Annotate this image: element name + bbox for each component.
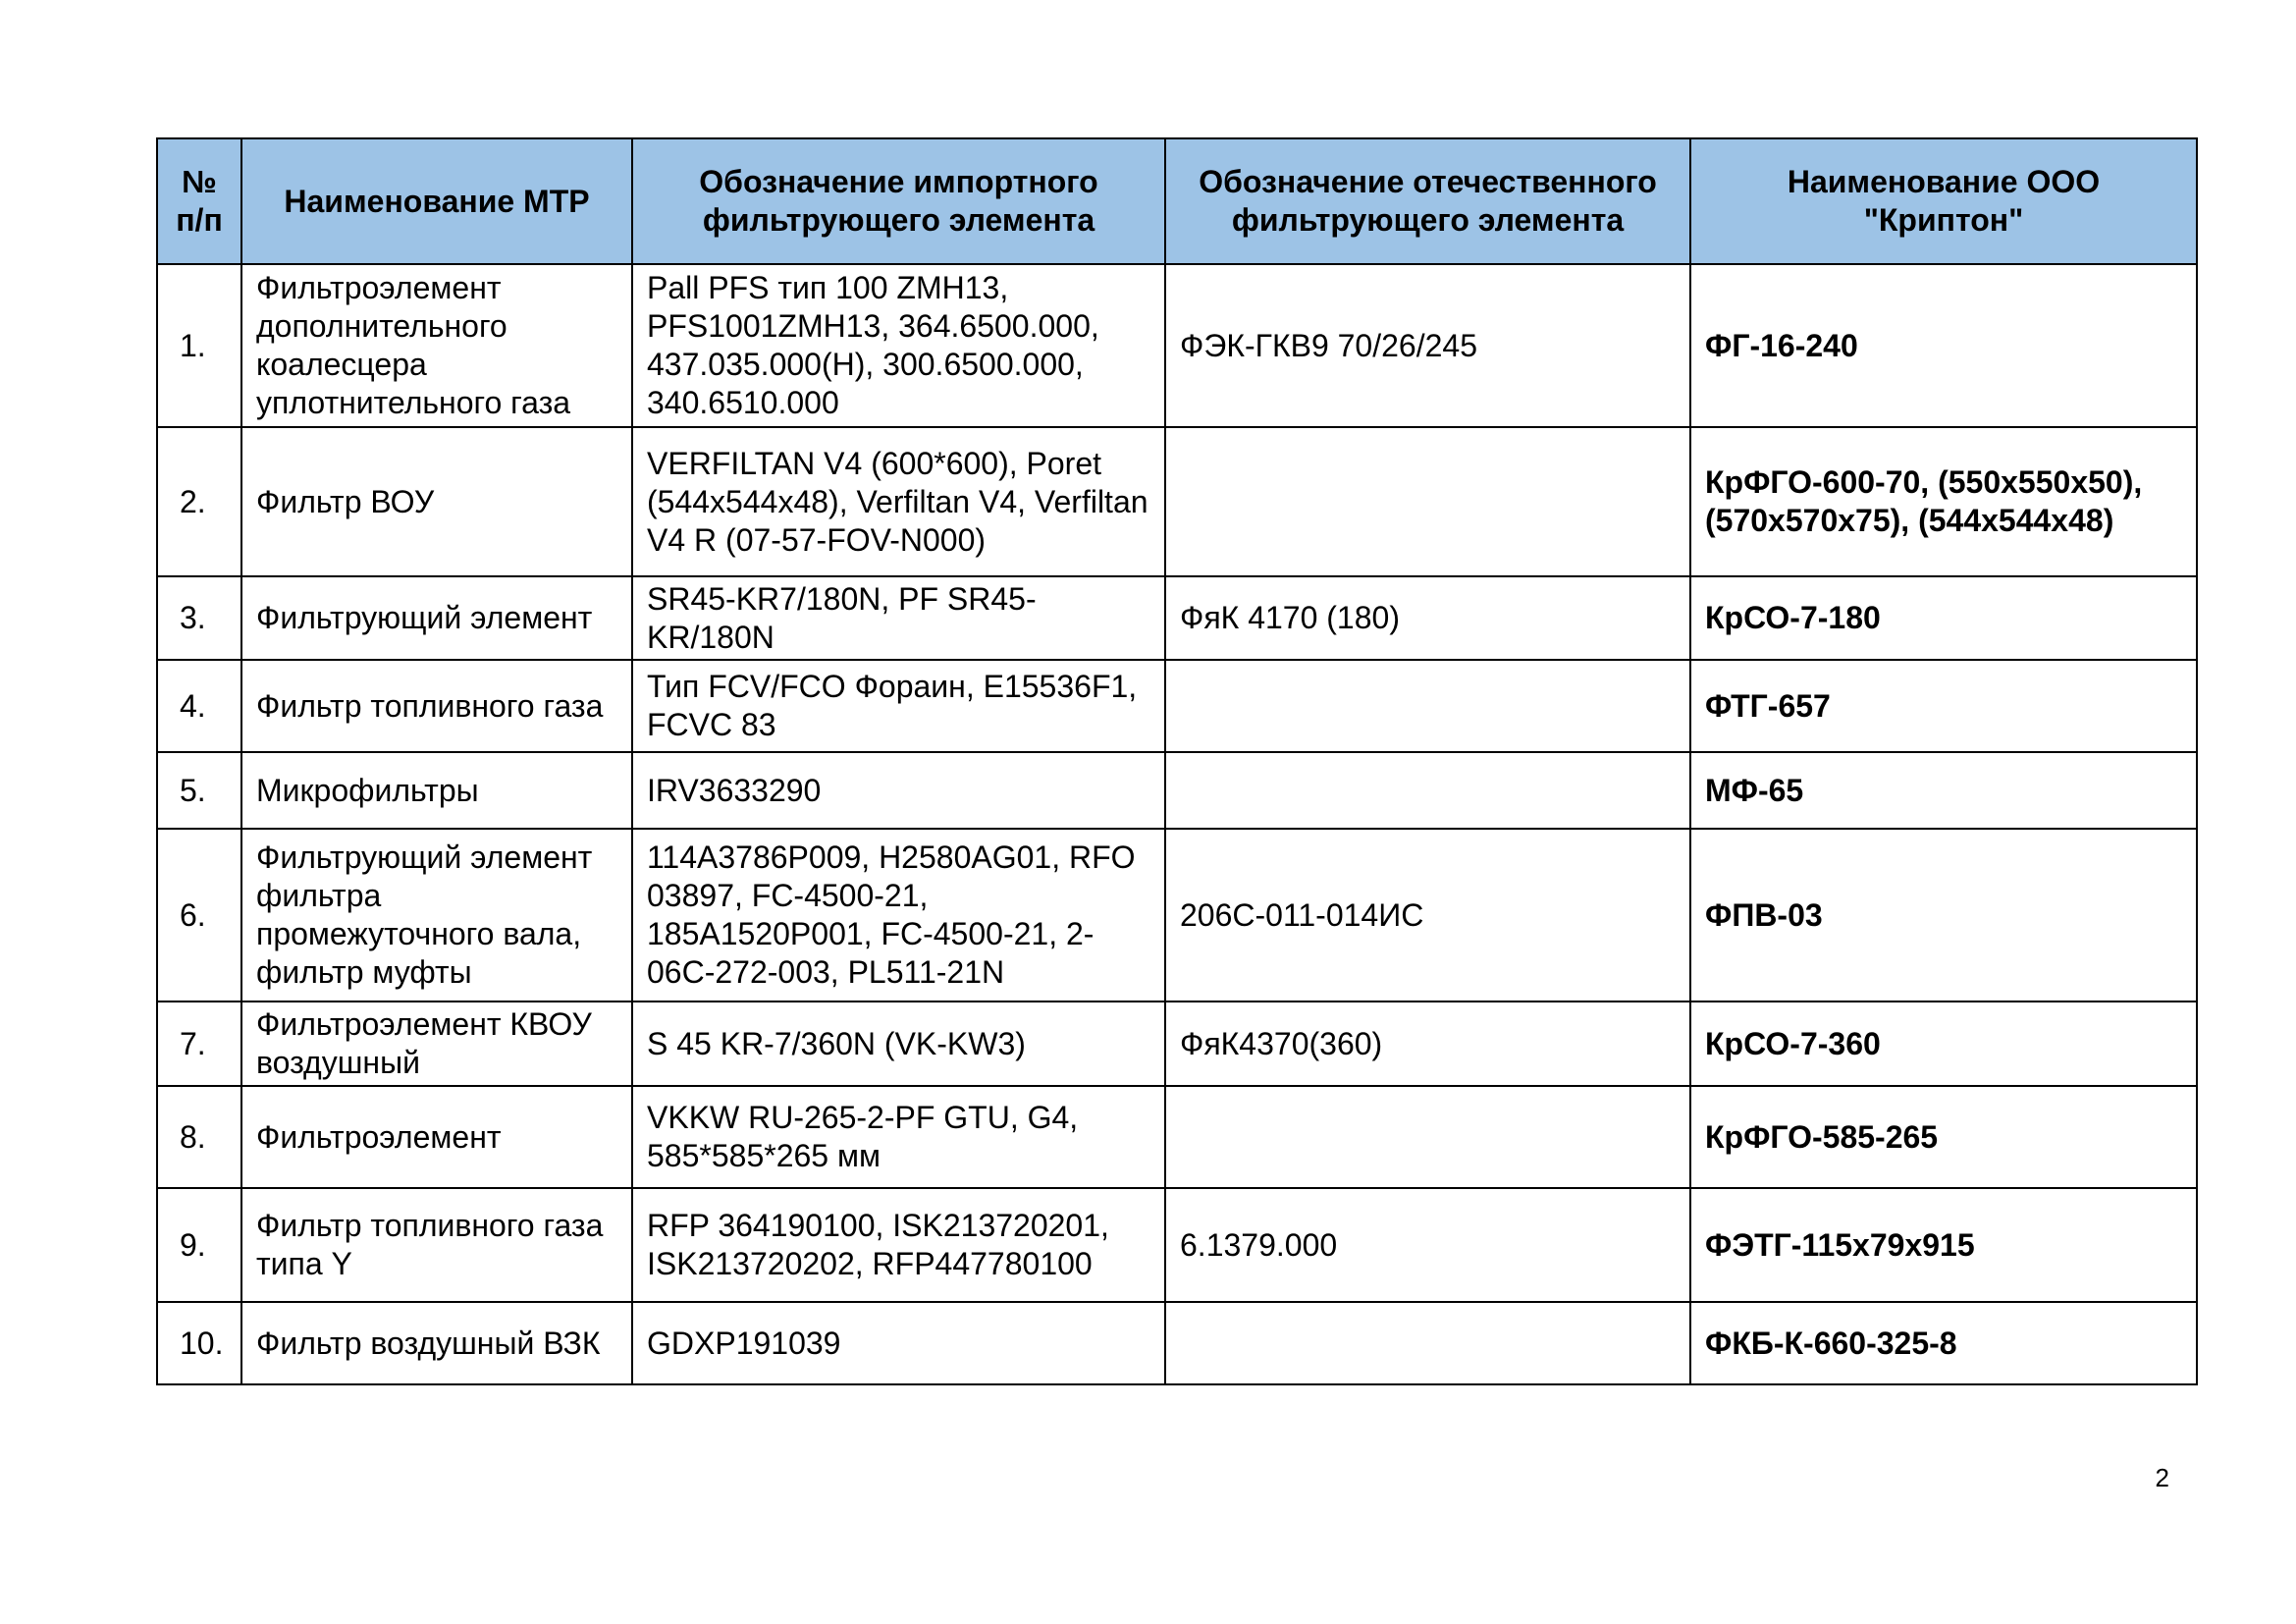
row-number: 8. bbox=[157, 1086, 241, 1188]
table-row bbox=[157, 1001, 2197, 1086]
header-imported-designation: Обозначение импортного фильтрующего элемента bbox=[632, 138, 1165, 264]
krypton-name-cell: КрФГО-585-265 bbox=[1690, 1086, 2197, 1188]
imported-designation-cell: S 45 KR-7/360N (VK-KW3) bbox=[632, 1001, 1165, 1086]
row-number: 4. bbox=[157, 660, 241, 752]
domestic-designation-cell bbox=[1165, 1302, 1690, 1384]
krypton-name-cell: МФ-65 bbox=[1690, 752, 2197, 829]
krypton-name-cell: ФПВ-03 bbox=[1690, 829, 2197, 1001]
table-row bbox=[157, 829, 2197, 1001]
mtr-name-cell: Фильтроэлемент bbox=[241, 1086, 632, 1188]
table-row bbox=[157, 576, 2197, 660]
table-body bbox=[157, 264, 2197, 1384]
domestic-designation-cell: ФЭК-ГКВ9 70/26/245 bbox=[1165, 264, 1690, 427]
mtr-name-cell: Фильтр ВОУ bbox=[241, 427, 632, 576]
imported-designation-cell: Pall PFS тип 100 ZMH13, PFS1001ZMH13, 364.6500.000, 437.035.000(H), 300.6500.000, 340.6510.000 bbox=[632, 264, 1165, 427]
krypton-name-cell: КрФГО-600-70, (550х550х50), (570х570х75), (544x544x48) bbox=[1690, 427, 2197, 576]
table-row bbox=[157, 660, 2197, 752]
row-number: 6. bbox=[157, 829, 241, 1001]
domestic-designation-cell bbox=[1165, 427, 1690, 576]
table-row bbox=[157, 1188, 2197, 1302]
row-number: 3. bbox=[157, 576, 241, 660]
row-number: 9. bbox=[157, 1188, 241, 1302]
row-number: 1. bbox=[157, 264, 241, 427]
imported-designation-cell: 114A3786P009, H2580AG01, RFO 03897, FC-4500-21, 185A1520P001, FC-4500-21, 2-06C-272-003, PL511-21N bbox=[632, 829, 1165, 1001]
imported-designation-cell: Тип FCV/FCO Фораин, E15536F1, FCVC 83 bbox=[632, 660, 1165, 752]
imported-designation-cell: VKKW RU-265-2-PF GTU, G4, 585*585*265 мм bbox=[632, 1086, 1165, 1188]
page-number: 2 bbox=[2155, 1463, 2169, 1492]
imported-designation-cell: IRV3633290 bbox=[632, 752, 1165, 829]
imported-designation-cell: VERFILTAN V4 (600*600), Poret (544x544x48), Verfiltan V4, Verfiltan V4 R (07-57-FOV-N000) bbox=[632, 427, 1165, 576]
header-domestic-designation: Обозначение отечественного фильтрующего элемента bbox=[1165, 138, 1690, 264]
table-row bbox=[157, 427, 2197, 576]
krypton-name-cell: ФКБ-К-660-325-8 bbox=[1690, 1302, 2197, 1384]
row-number: 2. bbox=[157, 427, 241, 576]
krypton-name-cell: КрСО-7-360 bbox=[1690, 1001, 2197, 1086]
filter-elements-table bbox=[156, 137, 2198, 1385]
mtr-name-cell: Фильтрующий элемент фильтра промежуточного вала, фильтр муфты bbox=[241, 829, 632, 1001]
domestic-designation-cell bbox=[1165, 660, 1690, 752]
table-row bbox=[157, 264, 2197, 427]
header-mtr-name: Наименование МТР bbox=[241, 138, 632, 264]
mtr-name-cell: Микрофильтры bbox=[241, 752, 632, 829]
domestic-designation-cell: ФяК4370(360) bbox=[1165, 1001, 1690, 1086]
header-row bbox=[157, 138, 2197, 264]
mtr-name-cell: Фильтр воздушный ВЗК bbox=[241, 1302, 632, 1384]
row-number: 5. bbox=[157, 752, 241, 829]
table-row bbox=[157, 752, 2197, 829]
row-number: 10. bbox=[157, 1302, 241, 1384]
header-krypton-name: Наименование ООО "Криптон" bbox=[1690, 138, 2197, 264]
domestic-designation-cell bbox=[1165, 1086, 1690, 1188]
header-number: № п/п bbox=[157, 138, 241, 264]
mtr-name-cell: Фильтроэлемент дополнительного коалесцера уплотнительного газа bbox=[241, 264, 632, 427]
imported-designation-cell: SR45-KR7/180N, PF SR45-KR/180N bbox=[632, 576, 1165, 660]
table-header bbox=[157, 138, 2197, 264]
mtr-name-cell: Фильтр топливного газа типа Y bbox=[241, 1188, 632, 1302]
mtr-name-cell: Фильтр топливного газа bbox=[241, 660, 632, 752]
krypton-name-cell: КрСО-7-180 bbox=[1690, 576, 2197, 660]
krypton-name-cell: ФЭТГ-115х79х915 bbox=[1690, 1188, 2197, 1302]
imported-designation-cell: RFP 364190100, ISK213720201, ISK213720202, RFP447780100 bbox=[632, 1188, 1165, 1302]
krypton-name-cell: ФТГ-657 bbox=[1690, 660, 2197, 752]
table-row bbox=[157, 1086, 2197, 1188]
row-number: 7. bbox=[157, 1001, 241, 1086]
table-row bbox=[157, 1302, 2197, 1384]
krypton-name-cell: ФГ-16-240 bbox=[1690, 264, 2197, 427]
mtr-name-cell: Фильтроэлемент КВОУ воздушный bbox=[241, 1001, 632, 1086]
domestic-designation-cell: 6.1379.000 bbox=[1165, 1188, 1690, 1302]
mtr-name-cell: Фильтрующий элемент bbox=[241, 576, 632, 660]
domestic-designation-cell bbox=[1165, 752, 1690, 829]
domestic-designation-cell: ФяК 4170 (180) bbox=[1165, 576, 1690, 660]
imported-designation-cell: GDXP191039 bbox=[632, 1302, 1165, 1384]
domestic-designation-cell: 206С-011-014ИС bbox=[1165, 829, 1690, 1001]
